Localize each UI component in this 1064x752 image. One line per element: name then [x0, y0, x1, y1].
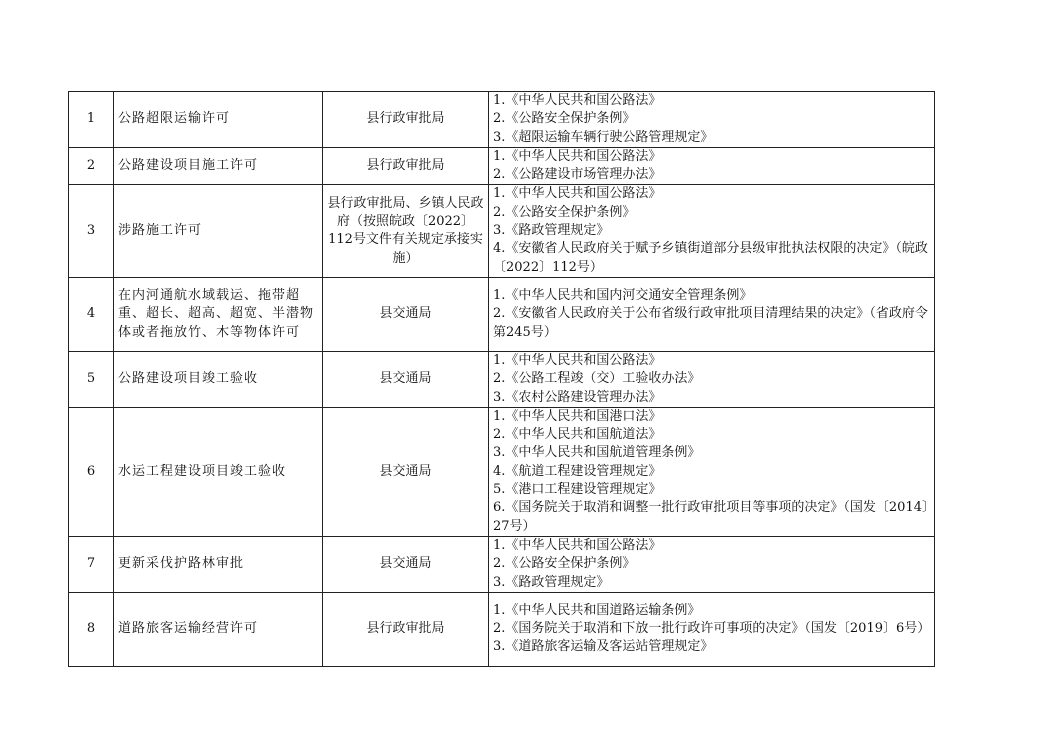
item-name: 涉路施工许可 [114, 185, 323, 277]
legal-basis [489, 536, 935, 592]
law-item: 1.《中华人民共和国道路运输条例》 [493, 602, 701, 618]
row-number: 1 [69, 92, 114, 148]
table-row [69, 147, 935, 185]
legal-basis [489, 351, 935, 407]
department: 县行政审批局 [323, 147, 489, 185]
law-item: 3.《超限运输车辆行驶公路管理规定》 [493, 129, 714, 145]
item-name: 更新采伐护路林审批 [114, 536, 323, 592]
legal-basis [489, 92, 935, 148]
department: 县行政审批局 [323, 92, 489, 148]
department: 县行政审批局、乡镇人民政府（按照皖政〔2022〕112号文件有关规定承接实施） [323, 185, 489, 277]
department: 县交通局 [323, 536, 489, 592]
law-item: 2.《国务院关于取消和下放一批行政许可事项的决定》（国发〔2019〕6号） [493, 621, 931, 637]
item-name: 道路旅客运输经营许可 [114, 592, 323, 666]
law-item: 5.《港口工程建设管理规定》 [493, 482, 662, 498]
legal-basis [489, 147, 935, 185]
law-item: 4.《安徽省人民政府关于赋予乡镇街道部分县级审批执法权限的决定》（皖政〔2022〕112号） [493, 241, 928, 275]
department: 县交通局 [323, 351, 489, 407]
law-item: 3.《农村公路建设管理办法》 [493, 389, 662, 405]
item-name: 在内河通航水域载运、拖带超重、超长、超高、超宽、半潜物体或者拖放竹、木等物体许可 [114, 277, 323, 351]
law-item: 1.《中华人民共和国公路法》 [493, 148, 662, 164]
legal-basis [489, 277, 935, 351]
table-row [69, 185, 935, 277]
item-name: 公路超限运输许可 [114, 92, 323, 148]
law-item: 2.《安徽省人民政府关于公布省级行政审批项目清理结果的决定》（省政府令第245号） [493, 306, 928, 340]
department: 县交通局 [323, 407, 489, 536]
law-item: 3.《路政管理规定》 [493, 574, 610, 590]
law-item: 3.《中华人民共和国航道管理条例》 [493, 445, 701, 461]
department: 县行政审批局 [323, 592, 489, 666]
law-item: 1.《中华人民共和国公路法》 [493, 186, 662, 202]
department: 县交通局 [323, 277, 489, 351]
legal-basis [489, 592, 935, 666]
law-item: 1.《中华人民共和国公路法》 [493, 352, 662, 368]
law-item: 3.《道路旅客运输及客运站管理规定》 [493, 639, 714, 655]
table-row [69, 592, 935, 666]
law-item: 4.《航道工程建设管理规定》 [493, 463, 662, 479]
item-name: 水运工程建设项目竣工验收 [114, 407, 323, 536]
law-item: 2.《中华人民共和国航道法》 [493, 427, 662, 443]
row-number: 4 [69, 277, 114, 351]
item-name: 公路建设项目竣工验收 [114, 351, 323, 407]
law-item: 2.《公路建设市场管理办法》 [493, 167, 662, 183]
table-row [69, 351, 935, 407]
law-item: 1.《中华人民共和国港口法》 [493, 408, 662, 424]
table-row [69, 277, 935, 351]
row-number: 8 [69, 592, 114, 666]
table-row [69, 407, 935, 536]
law-item: 1.《中华人民共和国公路法》 [493, 93, 662, 108]
legal-basis [489, 407, 935, 536]
law-item: 1.《中华人民共和国公路法》 [493, 537, 662, 553]
row-number: 6 [69, 407, 114, 536]
legal-basis [489, 185, 935, 277]
item-name: 公路建设项目施工许可 [114, 147, 323, 185]
row-number: 2 [69, 147, 114, 185]
law-item: 2.《公路安全保护条例》 [493, 111, 636, 127]
row-number: 5 [69, 351, 114, 407]
row-number: 3 [69, 185, 114, 277]
law-item: 2.《公路安全保护条例》 [493, 204, 636, 220]
permit-table [68, 91, 935, 667]
law-item: 1.《中华人民共和国内河交通安全管理条例》 [493, 288, 753, 304]
table-row [69, 536, 935, 592]
law-item: 6.《国务院关于取消和调整一批行政审批项目等事项的决定》（国发〔2014〕27号） [493, 500, 929, 534]
law-item: 3.《路政管理规定》 [493, 223, 610, 239]
row-number: 7 [69, 536, 114, 592]
law-item: 2.《公路安全保护条例》 [493, 556, 636, 572]
table-row [69, 92, 935, 148]
law-item: 2.《公路工程竣（交）工验收办法》 [493, 371, 701, 387]
